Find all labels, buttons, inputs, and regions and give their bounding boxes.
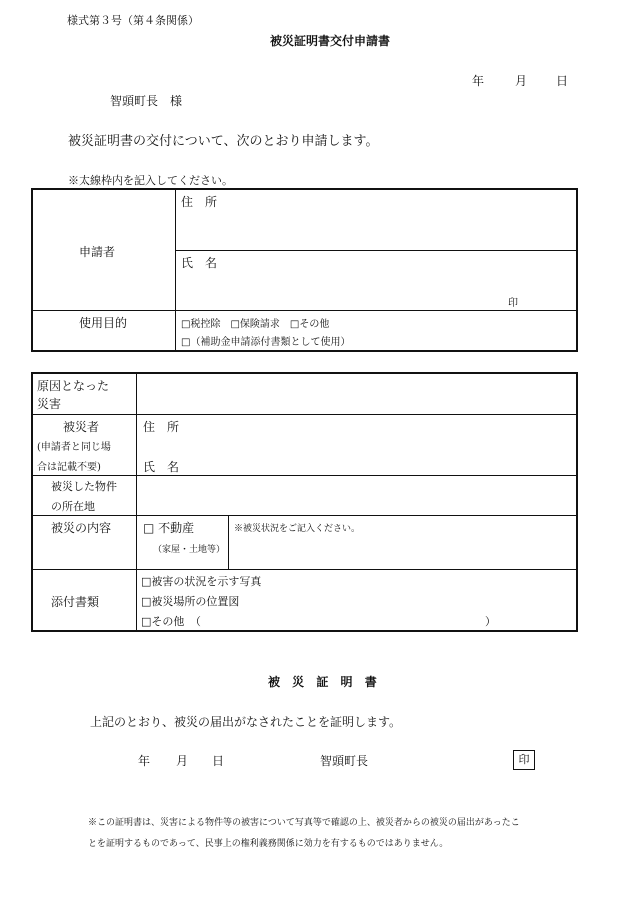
victim-address-label: 住 所 [143,420,180,434]
divider [33,569,576,570]
cause-label-2: 災害 [37,397,62,411]
divider [33,310,576,311]
divider [175,190,176,350]
purpose-options[interactable]: □税控除 □保険請求 □その他 [181,319,330,330]
victim-label: 被災者 [63,420,100,434]
certificate-statement: 上記のとおり、被災の届出がなされたことを証明します。 [90,715,402,729]
date-month-label: 月 [515,74,528,88]
purpose-subsidy-option[interactable]: □（補助金申請添付書類として使用） [181,337,351,348]
property-location-field[interactable] [141,479,569,511]
cert-date-year: 年 [138,754,151,768]
address-label: 住 所 [181,195,218,209]
attach-photo-checkbox[interactable]: □被害の状況を示す写真 [141,575,262,588]
intro-text: 被災証明書の交付について、次のとおり申請します。 [68,134,379,149]
divider [33,515,576,516]
form-number: 様式第３号（第４条関係） [67,14,199,27]
attach-other-close: ） [485,615,496,628]
addressee: 智頭町長 様 [110,94,183,108]
purpose-label: 使用目的 [79,316,128,330]
attach-other-checkbox[interactable]: □その他 （ [141,615,201,628]
instruction-note: ※太線枠内を記入してください。 [68,174,233,187]
certificate-title: 被 災 証 明 書 [268,675,381,689]
form-title: 被災証明書交付申請書 [270,34,391,48]
content-label: 被災の内容 [51,521,112,535]
official-seal: 印 [513,750,535,770]
property-label-2: の所在地 [51,500,95,513]
victim-name-label: 氏 名 [143,460,180,474]
issuer-name: 智頭町長 [320,754,369,768]
cause-label: 原因となった [37,379,110,393]
cert-date-day: 日 [212,754,225,768]
date-day-label: 日 [556,74,569,88]
name-field[interactable] [183,270,503,306]
seal-mark: 印 [508,298,518,309]
applicant-table [31,188,578,352]
attach-map-checkbox[interactable]: □被災場所の位置図 [141,595,240,608]
divider [175,250,576,251]
disaster-table [31,372,578,632]
cause-field[interactable] [141,378,569,410]
divider [33,475,576,476]
applicant-label: 申請者 [79,245,116,259]
content-instruction: ※被災状況をご記入ください。 [234,524,361,534]
date-year-label: 年 [472,74,485,88]
property-label: 被災した物件 [51,480,117,493]
divider [228,515,229,569]
cert-date-month: 月 [176,754,189,768]
footnote-line-1: ※この証明書は、災害による物件等の被害について写真等で確認の上、被災者からの被災の届出があったこ [88,818,520,828]
attachment-label: 添付書類 [51,595,100,609]
divider [33,414,576,415]
real-estate-checkbox[interactable]: □ 不動産 [143,521,195,535]
victim-note-2: 合は記載不要) [37,462,101,473]
victim-note-1: (申請者と同じ場 [37,442,111,453]
real-estate-note: （家屋・土地等） [153,545,226,555]
address-field[interactable] [183,208,563,246]
footnote-line-2: とを証明するものであって、民事上の権利義務関係に効力を有するものではありません。 [88,839,449,849]
divider [136,374,137,630]
name-label: 氏 名 [181,256,218,270]
